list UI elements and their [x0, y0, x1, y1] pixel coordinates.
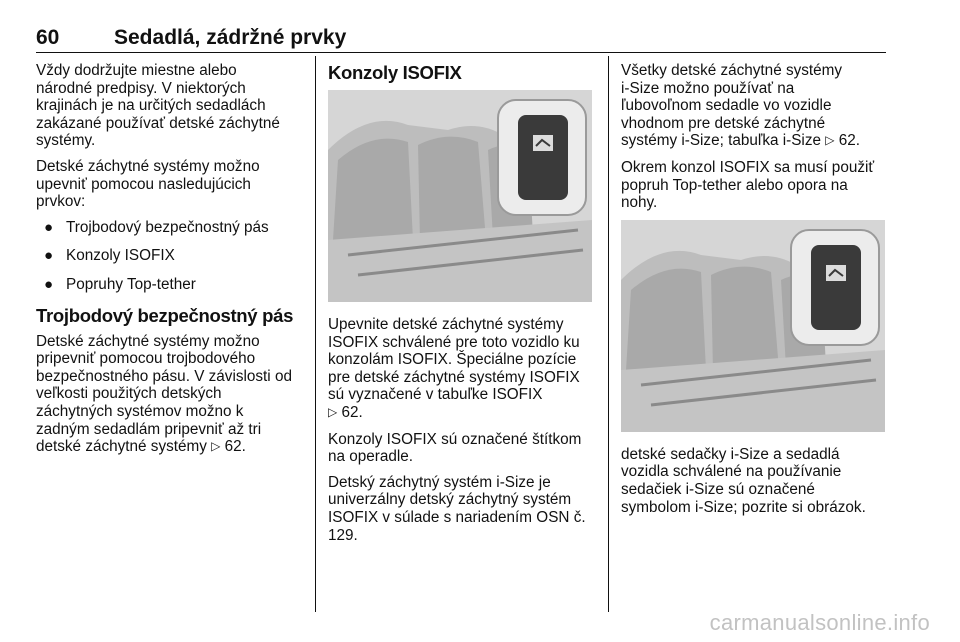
attachment-list	[36, 219, 306, 294]
header-divider	[36, 52, 886, 53]
paragraph-text: Všetky detské záchytné systémy i-Size možno používať na ľubovoľnom sedadle vo vozidle vhodnom pre detské záchytné systémy i-Size; tabuľka i-Size	[621, 62, 843, 150]
bullet-icon: ●	[44, 247, 54, 265]
list-item	[36, 219, 306, 237]
list-item-text: Konzoly ISOFIX	[66, 247, 175, 265]
paragraph-local-regulations: Vždy dodržujte miestne alebo národné predpisy. V niektorých krajinách je na určitých sedadlách zakázané používať detské záchytné systémy.	[36, 62, 280, 150]
section-title: Sedadlá, zádržné prvky	[114, 26, 347, 49]
page-reference[interactable]: 62.	[838, 132, 860, 150]
list-item-text: Trojbodový bezpečnostný pás	[66, 218, 269, 236]
paragraph-isofix-brackets	[328, 316, 596, 423]
bullet-icon: ●	[44, 218, 54, 236]
bullet-icon: ●	[44, 275, 54, 293]
paragraph-isize-marking: detské sedačky i-Size a sedadlá vozidla schválené na používanie sedačiek i-Size sú označené symbolom i-Size; pozrite si obrázok.	[621, 445, 866, 516]
paragraph-top-tether: Okrem konzol ISOFIX sa musí použiť popruh Top-tether alebo opora na nohy.	[621, 158, 875, 212]
paragraph-text: Detské záchytné systémy možno pripevniť pomocou trojbodového bezpečnostného pásu. V závislosti od veľkosti použitých detských záchytných systémov možno k zadným sedadlám pripevniť až tri detské záchytné systémy	[36, 332, 292, 456]
column-divider-1	[315, 56, 316, 612]
heading-three-point-belt: Trojbodový bezpečnostný pás	[36, 304, 294, 326]
rear-seat-isofix-icon	[328, 90, 592, 302]
column-3	[621, 62, 891, 524]
page-reference-arrow-icon: ▷	[825, 133, 835, 148]
list-item-text: Popruhy Top-tether	[66, 275, 196, 293]
paragraph-isize-usage	[621, 62, 891, 151]
paragraph-text: Upevnite detské záchytné systémy ISOFIX schválené pre toto vozidlo ku konzolám ISOFIX. Špeciálne pozície pre detské záchytné systémy ISOFIX sú vyznačené v tabuľke ISOFIX	[328, 316, 580, 404]
page-reference[interactable]: 62.	[224, 438, 246, 456]
page-number: 60	[36, 26, 60, 49]
heading-isofix: Konzoly ISOFIX	[328, 62, 462, 83]
rear-seat-isize-icon	[621, 220, 885, 432]
paragraph-isize-universal: Detský záchytný systém i-Size je univerzálny detský záchytný systém ISOFIX v súlade s nariadením OSN č. 129.	[328, 473, 586, 544]
column-1	[36, 62, 306, 465]
column-2	[328, 62, 596, 552]
site-watermark: carmanualsonline.info	[709, 610, 930, 635]
paragraph-isofix-label: Konzoly ISOFIX sú označené štítkom na operadle.	[328, 430, 582, 466]
isize-seat-illustration	[621, 220, 885, 432]
page-reference-arrow-icon: ▷	[328, 404, 338, 419]
paragraph-attachment-methods: Detské záchytné systémy možno upevniť pomocou nasledujúcich prvkov:	[36, 157, 260, 211]
page-reference-arrow-icon: ▷	[211, 439, 221, 454]
page-reference[interactable]: 62.	[341, 403, 363, 421]
list-item	[36, 276, 306, 294]
list-item	[36, 247, 306, 265]
isofix-seat-illustration	[328, 90, 592, 302]
paragraph-three-point-belt	[36, 333, 306, 457]
column-divider-2	[608, 56, 609, 612]
